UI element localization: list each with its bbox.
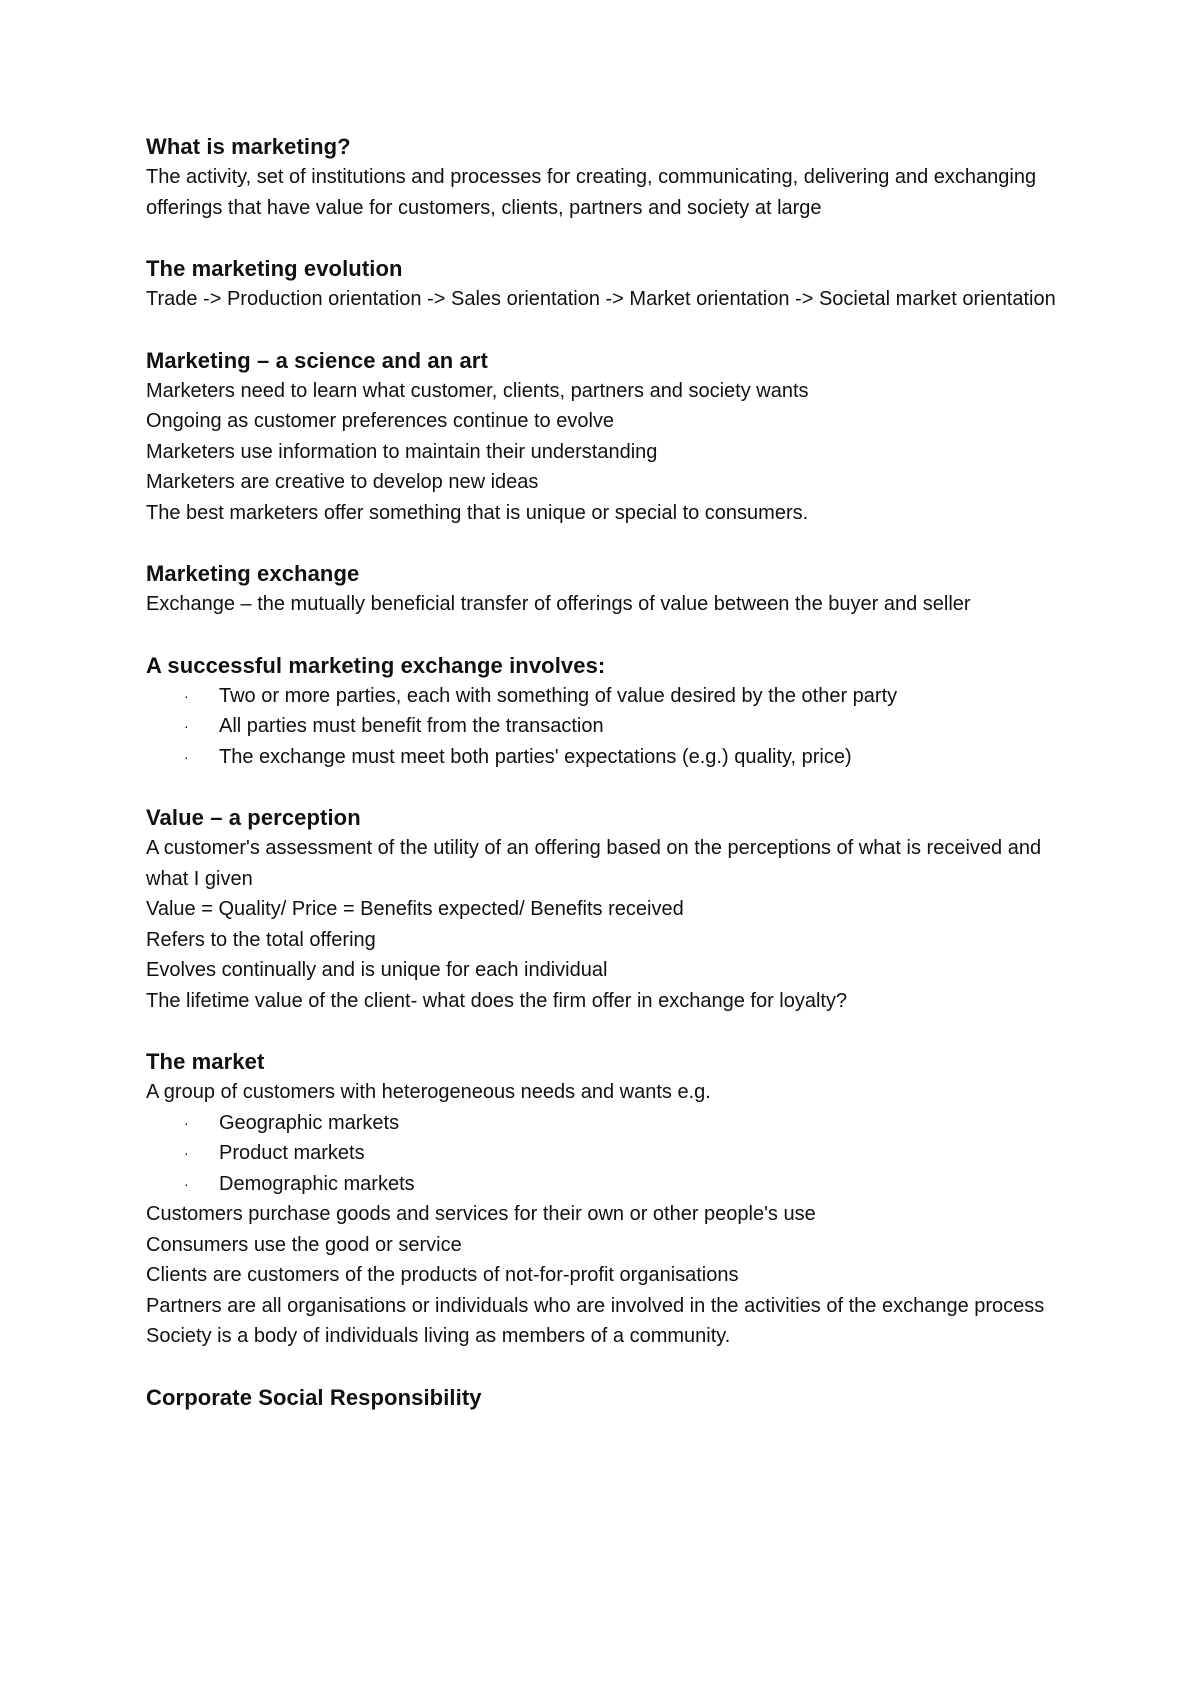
section-successful-exchange: [146, 651, 1076, 773]
section-heading: The marketing evolution: [146, 256, 403, 281]
bullet-text: Geographic markets: [219, 1111, 400, 1134]
body-line: Marketers use information to maintain their understanding: [146, 440, 658, 463]
bullet-text: The exchange must meet both parties' expectations (e.g.) quality, price): [219, 745, 852, 768]
section-the-market: [146, 1047, 1076, 1352]
section-heading: What is marketing?: [146, 134, 351, 159]
body-line: Refers to the total offering: [146, 928, 376, 951]
bullet-item: [146, 711, 1076, 742]
bullet-text: Product markets: [219, 1142, 365, 1164]
section-marketing-exchange: [146, 559, 1076, 620]
section-heading: A successful marketing exchange involves:: [146, 652, 606, 678]
section-heading: Marketing – a science and an art: [146, 347, 488, 373]
section-heading: Corporate Social Responsibility: [146, 1384, 482, 1410]
bullet-icon: ·: [184, 1145, 189, 1161]
body-line: Exchange – the mutually beneficial transfer of offerings of value between the buyer and seller: [146, 593, 971, 615]
bullet-icon: ·: [184, 748, 189, 765]
bullet-icon: ·: [184, 687, 189, 704]
body-line: A customer's assessment of the utility of an offering based on the perceptions of what is received and what I given: [146, 837, 1042, 890]
body-line: The lifetime value of the client- what does the firm offer in exchange for loyalty?: [146, 989, 848, 1012]
body-line: A group of customers with heterogeneous needs and wants e.g.: [146, 1081, 711, 1103]
bullet-text: Demographic markets: [219, 1172, 415, 1195]
body-line: Value = Quality/ Price = Benefits expected/ Benefits received: [146, 898, 684, 920]
body-line: Society is a body of individuals living as members of a community.: [146, 1325, 731, 1347]
body-line: Trade -> Production orientation -> Sales orientation -> Market orientation -> Societal market orientation: [146, 288, 1056, 310]
section-heading: Marketing exchange: [146, 561, 360, 586]
section-heading: Value – a perception: [146, 805, 361, 830]
body-line: Marketers are creative to develop new ideas: [146, 471, 539, 493]
bullet-item: [146, 1138, 1076, 1169]
body-line: Consumers use the good or service: [146, 1233, 462, 1256]
body-line: Clients are customers of the products of not-for-profit organisations: [146, 1264, 739, 1286]
body-line: Evolves continually and is unique for each individual: [146, 959, 608, 981]
section-csr: [146, 1383, 1076, 1413]
section-marketing-evolution: [146, 254, 1076, 315]
body-line: The activity, set of institutions and processes for creating, communicating, delivering and exchanging offerings that have value for customers, clients, partners and society at large: [146, 166, 1037, 219]
section-science-and-art: [146, 346, 1076, 529]
bullet-icon: ·: [184, 1114, 189, 1131]
body-line: Partners are all organisations or individuals who are involved in the activities of the exchange process: [146, 1294, 1045, 1317]
section-heading: The market: [146, 1049, 265, 1074]
bullet-text: Two or more parties, each with something of value desired by the other party: [219, 684, 898, 707]
bullet-item: [146, 742, 1076, 773]
section-what-is-marketing: [146, 132, 1076, 223]
body-line: Ongoing as customer preferences continue to evolve: [146, 410, 615, 432]
bullet-item: [146, 1169, 1076, 1200]
bullet-item: [146, 1108, 1076, 1139]
bullet-icon: ·: [184, 718, 189, 734]
bullet-icon: ·: [184, 1175, 189, 1192]
section-value-perception: [146, 803, 1076, 1016]
body-line: Customers purchase goods and services for their own or other people's use: [146, 1203, 816, 1225]
body-line: Marketers need to learn what customer, clients, partners and society wants: [146, 379, 809, 402]
bullet-text: All parties must benefit from the transaction: [219, 715, 604, 737]
document-page: [146, 132, 1076, 1444]
body-line: The best marketers offer something that is unique or special to consumers.: [146, 501, 809, 524]
bullet-item: [146, 681, 1076, 712]
